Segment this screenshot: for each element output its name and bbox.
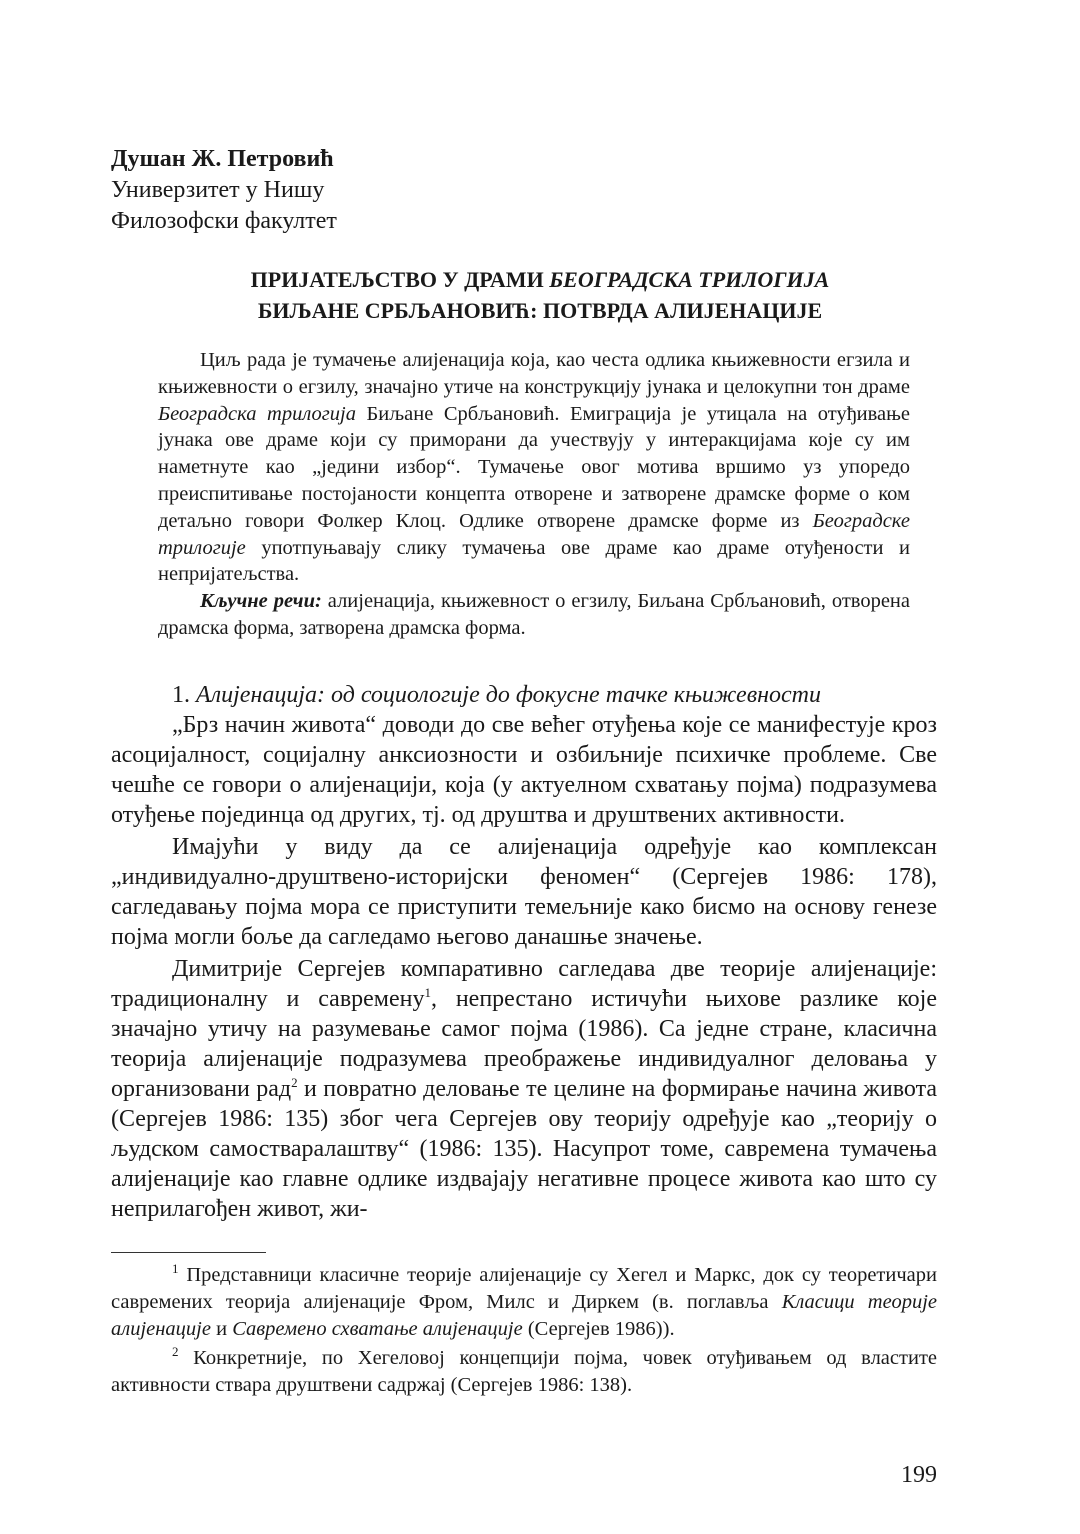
section-title: Алијенација: од социологије до фокусне тачке књижевности <box>196 682 822 708</box>
paragraph: Имајући у виду да се алијенација одређује као комплексан „индивидуално-друштвено-историјски феномен“ (Сергејев 1986: 178), сагледавању појма мора се приступити темељније како бисмо на основу генезе појма могли боље да сагледамо његово данашње значење. <box>111 834 937 950</box>
author-university: Универзитет у Нишу <box>111 177 325 203</box>
footnote: $^1$ Представници класичне теорије алијенације су Хегел и Маркс, док су теоретичари савремених теорија алијенације Фром, Милс и Диркем (в. поглавља Класици теорије алијенације и Савремено схватање алијенације (Сергејев 1986)). <box>111 1261 937 1340</box>
abstract-text: Циљ рада је тумачење алијенација која, као честа одлика књижевности егзила и књижевности о егзилу, значајно утиче на конструкцију јунака и целокупни тон драме Београдска трилогија Биљане Србљановић. Емиграција је утицала на отуђивање јунака ове драме који су приморани да учествују у интеракцијама које су им наметнуте као „једини избор“. Тумачење овог мотива вршимо уз упоредо преиспитивање постојаности концепта отворене и затворене драмске форме о ком детаљно говори Фолкер Клоц. Одлике отворене драмске форме из Београдске трилогије употпуњавају слику тумачења ове драме као драме отуђености и непријатељства. <box>158 349 910 586</box>
paragraph: Димитрије Сергејев компаративно сагледава две теорије алијенације: традиционалну и савремену$^1$, непрестано истичући њихове разлике које значајно утичу на разумевање самог појма (1986). Са једне стране, класична теорија алијенације подразумева преображење индивидуалног деловања у организовани рад$^2$ и повратно деловање те целине на формирање начина живота (Сергејев 1986: 135) због чега Сергејев ову теорију одређује као „теорију о људском самостваралаштву“ (1986: 135). Насупрот томе, савремена тумачења алијенације као главне одлике издвајају негативне процесе живота као што су неприлагођен живот, жи- <box>111 956 938 1222</box>
footnote: $^2$ Конкретније, по Хегеловој концепцији појма, човек отуђивањем од властите активности ствара друштвени садржај (Сергејев 1986: 138). <box>111 1344 937 1396</box>
footnote-ref[interactable]: 2 <box>291 1075 298 1090</box>
article-title <box>111 264 969 326</box>
keywords-list: алијенација, књижевност о егзилу, Биљана Србљановић, отворена драмска форма, затворена драмска форма. <box>158 590 910 639</box>
title-line-1 <box>111 264 969 295</box>
title-line-2: БИЉАНЕ СРБЉАНОВИЋ: ПОТВРДА АЛИЈЕНАЦИЈЕ <box>257 298 823 323</box>
title-prefix: ПРИЈАТЕЉСТВО У ДРАМИ <box>250 267 550 292</box>
author-name: Душан Ж. Петровић <box>111 146 334 172</box>
footnote-ref[interactable]: 1 <box>424 985 431 1000</box>
footnotes <box>111 1262 937 1399</box>
body-text <box>111 710 937 1224</box>
footnote-divider <box>111 1252 266 1253</box>
author-block <box>111 144 337 237</box>
section-number: 1. <box>172 682 196 708</box>
abstract <box>158 347 910 642</box>
author-faculty: Филозофски факултет <box>111 208 337 234</box>
keywords <box>158 588 910 642</box>
section-heading <box>172 680 821 710</box>
page-number: 199 <box>901 1462 937 1488</box>
paragraph: „Брз начин живота“ доводи до све већег отуђења које се манифестује кроз асоцијалност, социјалну анксиозности и озбиљније психичке проблеме. Све чешће се говори о алијенацији, која (у актуелном схватању појма) подразумева отуђење појединца од других, тј. од друштва и друштвених активности. <box>111 712 937 828</box>
keywords-label: Кључне речи: <box>200 590 322 613</box>
title-play-name: БЕОГРАДСКА ТРИЛОГИЈА <box>549 267 830 292</box>
